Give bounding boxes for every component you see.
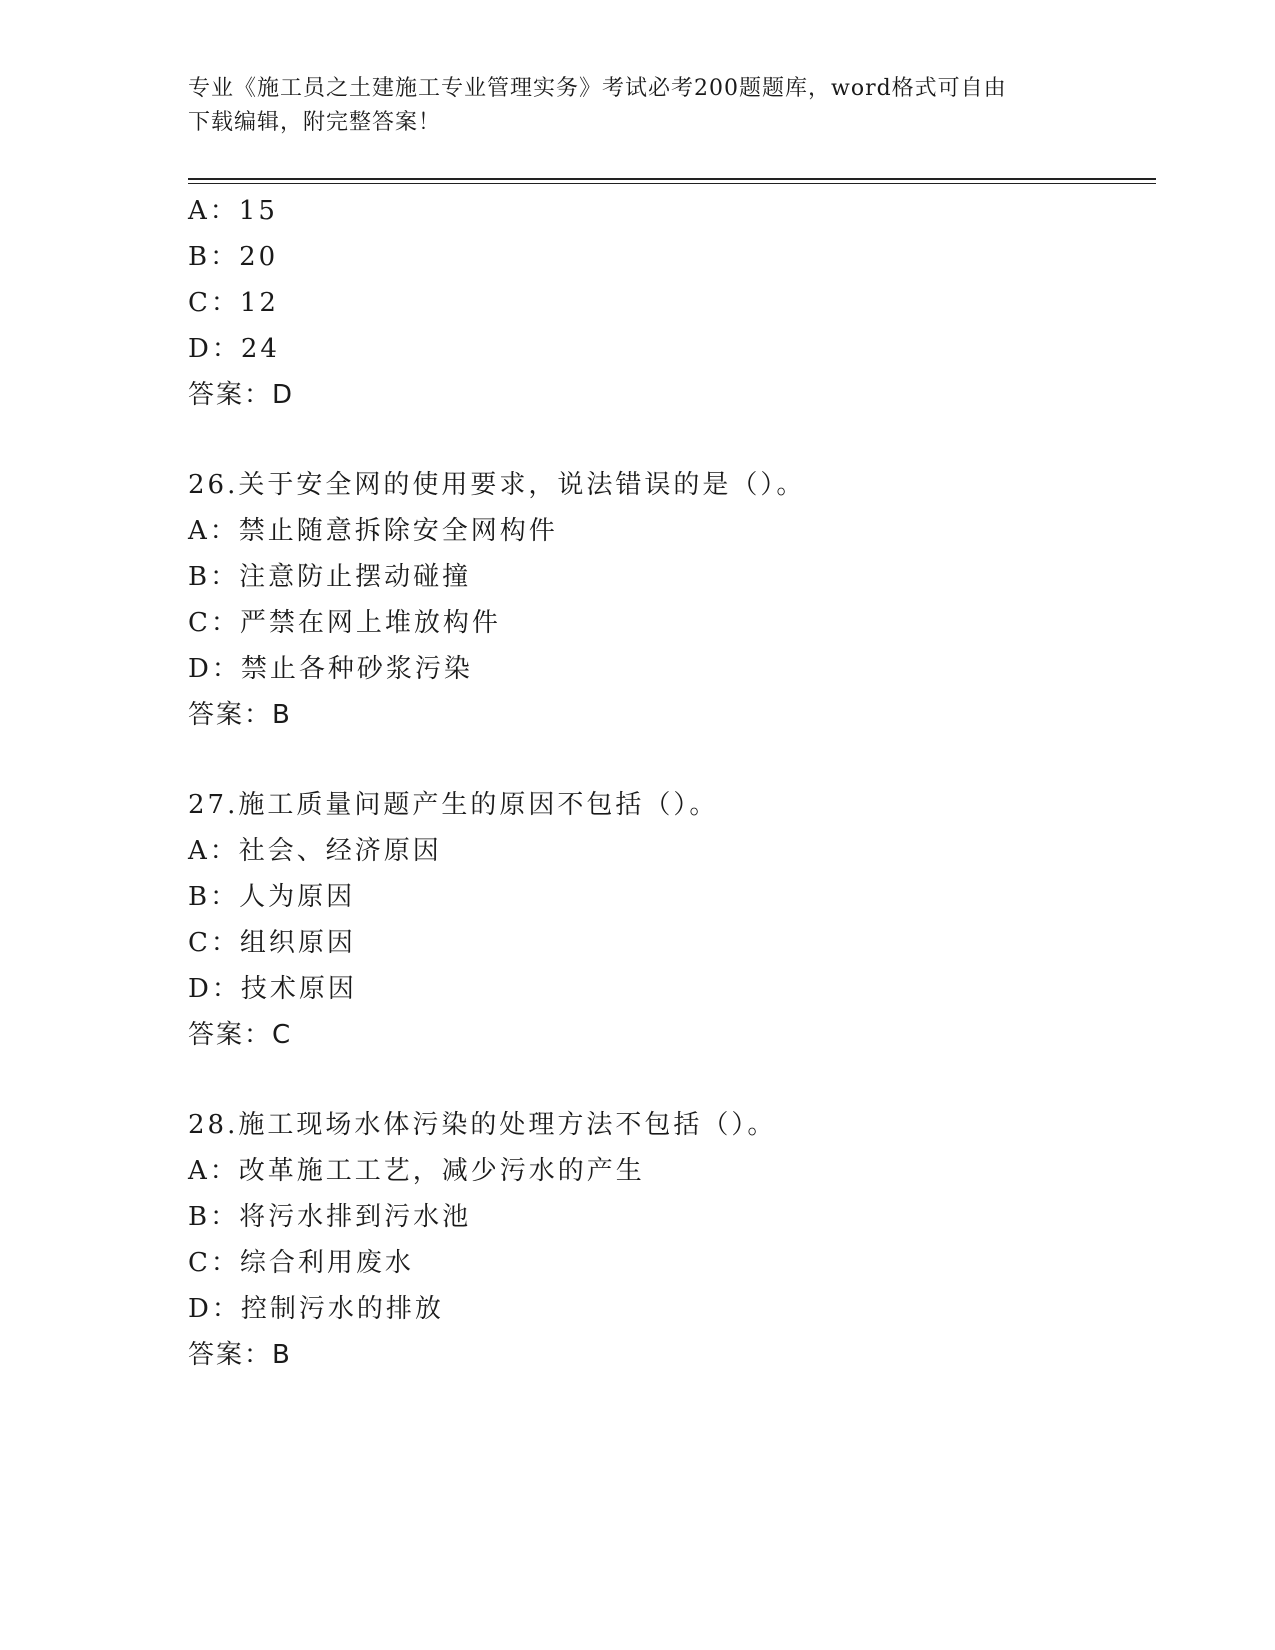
header-rule-thick <box>188 178 1156 180</box>
option-a: A：社会、经济原因 <box>188 836 442 866</box>
option-b: B：将污水排到污水池 <box>188 1202 472 1232</box>
answer-line: 答案：B <box>188 1340 292 1370</box>
option-a: A：禁止随意拆除安全网构件 <box>188 516 558 546</box>
option-d: D：控制污水的排放 <box>188 1294 444 1324</box>
option-b: B：注意防止摆动碰撞 <box>188 562 472 592</box>
option-d: D：24 <box>188 334 280 364</box>
question-stem: 27.施工质量问题产生的原因不包括（）。 <box>188 790 719 820</box>
option-c: C：组织原因 <box>188 928 356 958</box>
answer-line: 答案：C <box>188 1020 293 1050</box>
option-b: B：20 <box>188 242 279 272</box>
option-b: B：人为原因 <box>188 882 356 912</box>
option-c: C：12 <box>188 288 279 318</box>
header-line-1: 专业《施工员之土建施工专业管理实务》考试必考200题题库，word格式可自由 <box>188 76 1007 101</box>
question-stem: 26.关于安全网的使用要求，说法错误的是（）。 <box>188 470 806 500</box>
question-stem: 28.施工现场水体污染的处理方法不包括（）。 <box>188 1110 777 1140</box>
option-a: A：15 <box>188 196 278 226</box>
answer-line: 答案：B <box>188 700 292 730</box>
header-line-2: 下载编辑，附完整答案！ <box>188 110 442 135</box>
question-partial <box>188 188 1148 418</box>
question-28 <box>188 1102 1148 1378</box>
option-d: D：禁止各种砂浆污染 <box>188 654 473 684</box>
question-content <box>188 188 1148 1378</box>
header-rule-thin <box>188 183 1156 184</box>
question-26 <box>188 462 1148 738</box>
option-d: D：技术原因 <box>188 974 357 1004</box>
document-header <box>188 72 1088 140</box>
option-c: C：严禁在网上堆放构件 <box>188 608 501 638</box>
option-a: A：改革施工工艺，减少污水的产生 <box>188 1156 645 1186</box>
question-27 <box>188 782 1148 1058</box>
option-c: C：综合利用废水 <box>188 1248 414 1278</box>
answer-line: 答案：D <box>188 380 295 410</box>
